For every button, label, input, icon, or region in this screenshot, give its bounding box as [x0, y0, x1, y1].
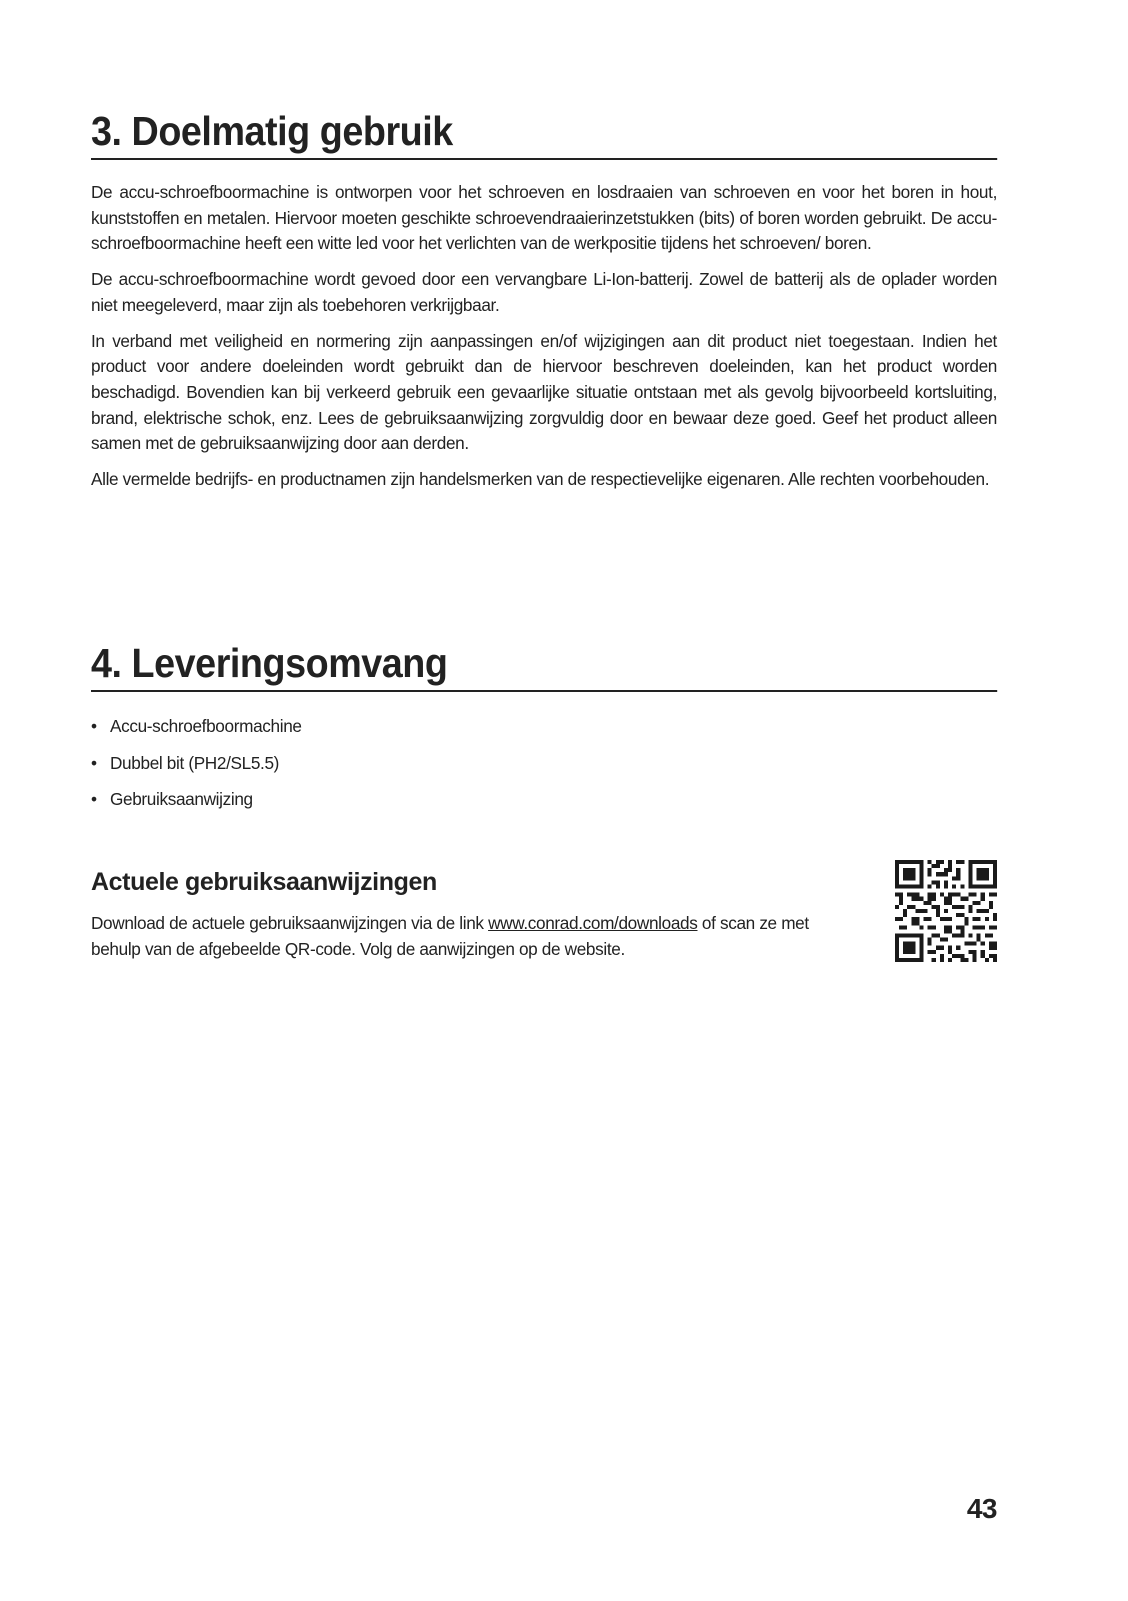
bullet-icon: •	[91, 752, 97, 773]
subsection-title: Actuele gebruiksaanwijzingen	[91, 868, 437, 896]
section-title: 3. Doelmatig gebruik	[91, 111, 997, 160]
section-title: 4. Leveringsomvang	[91, 643, 997, 692]
delivery-list	[91, 714, 997, 813]
download-text-after: of scan ze met behulp van de afgebeelde QR-code. Volg de aanwijzingen op de website.	[91, 913, 809, 959]
current-manuals-section	[91, 867, 997, 962]
qr-code-icon	[895, 860, 997, 962]
paragraph: In verband met veiligheid en normering zijn aanpassingen en/of wijzigingen aan dit product niet toegestaan. Indien het product voor andere doeleinden wordt gebruikt dan de hiervoor beschreven doeleinden, kan het product worden beschadigd. Bovendien kan bij verkeerd gebruik een gevaarlijke situatie ontstaan met als gevolg bijvoorbeeld kortsluiting, brand, elektrische schok, enz. Lees de gebruiksaanwijzing zorgvuldig door en bewaar deze goed. Geef het product alleen samen met de gebruiksaanwijzing door aan derden.	[91, 330, 997, 454]
section-intended-use	[91, 108, 997, 493]
list-item-label: Accu-schroefboormachine	[110, 716, 302, 736]
download-link[interactable]: www.conrad.com/downloads	[488, 913, 698, 933]
paragraph: De accu-schroefboormachine wordt gevoed door een vervangbare Li-Ion-batterij. Zowel de batterij als de oplader worden niet meegeleverd, maar zijn als toebehoren verkrijgbaar.	[91, 269, 997, 315]
list-item	[91, 751, 997, 777]
section-scope-of-delivery	[91, 640, 997, 824]
list-item-label: Dubbel bit (PH2/SL5.5)	[110, 752, 280, 773]
download-text-before: Download de actuele gebruiksaanwijzingen via de link	[91, 913, 489, 933]
paragraph: Alle vermelde bedrijfs- en productnamen zijn handelsmerken van de respectievelijke eigenaren. Alle rechten voorbehouden.	[91, 469, 990, 490]
document-page	[91, 0, 997, 1601]
download-paragraph	[91, 911, 861, 962]
bullet-icon: •	[91, 789, 97, 810]
page-number: 43	[966, 1493, 997, 1524]
list-item	[91, 787, 997, 813]
list-item	[91, 714, 997, 740]
bullet-icon: •	[91, 716, 97, 736]
paragraph: De accu-schroefboormachine is ontworpen voor het schroeven en losdraaien van schroeven en voor het boren in hout, kunststoffen en metalen. Hiervoor moeten geschikte schroevendraaierinzetstukken (bits) of boren worden gebruikt. De accu-schroefboormachine heeft een witte led voor het verlichten van de werkpositie tijdens het schroeven/ boren.	[91, 182, 997, 254]
list-item-label: Gebruiksaanwijzing	[110, 789, 253, 810]
